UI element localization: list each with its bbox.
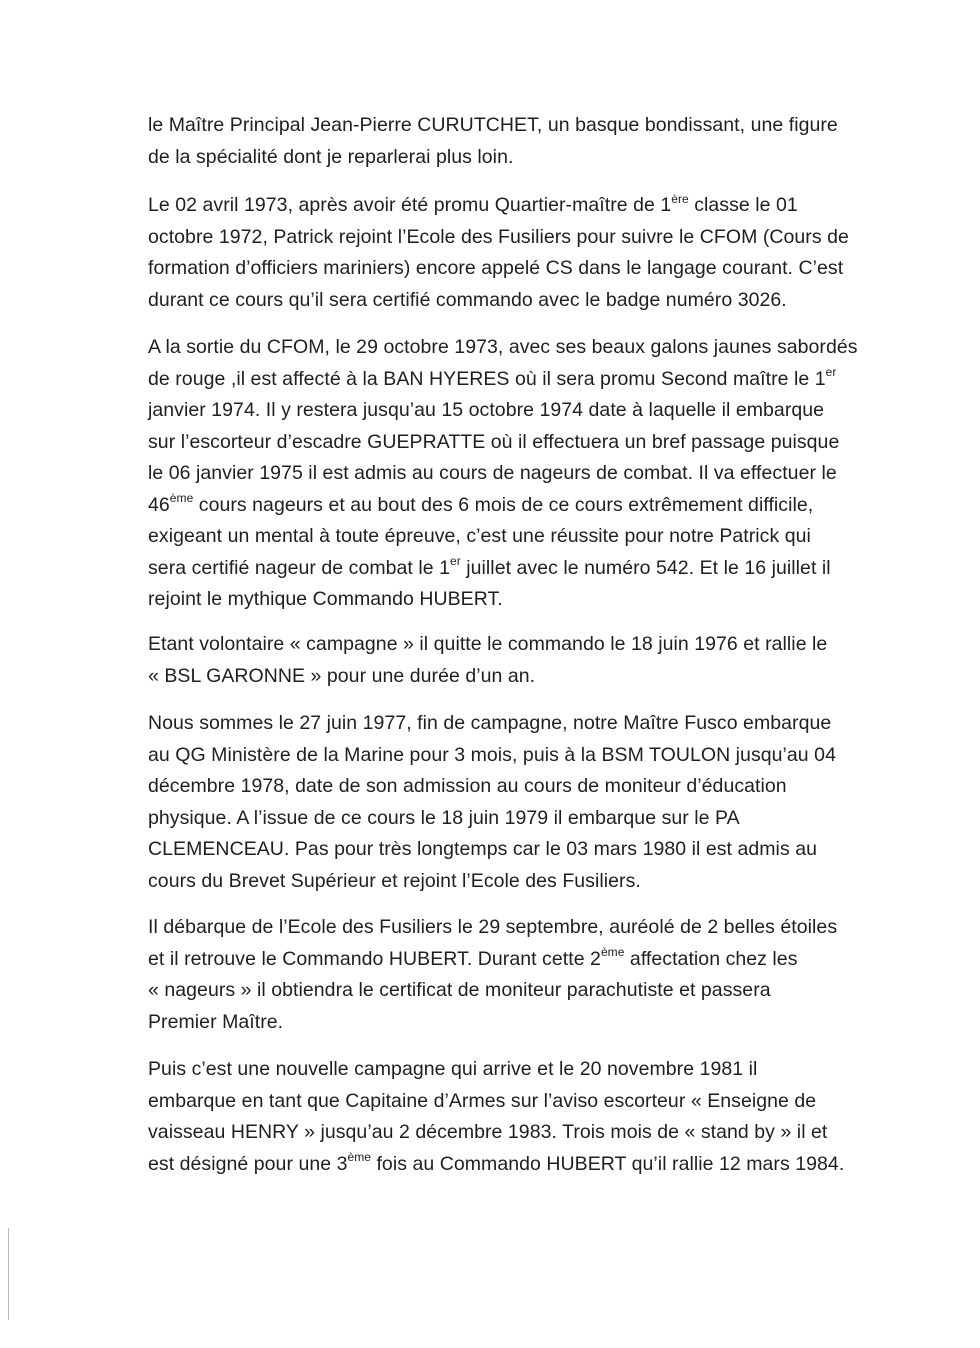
text-line — [148, 803, 878, 835]
text-run: « BSL GARONNE » pour une durée d’un an. — [148, 664, 536, 687]
paragraph-7 — [148, 1054, 878, 1180]
text-run: Etant volontaire « campagne » il quitte le commando le 18 juin 1976 et rallie le — [148, 633, 828, 655]
text-run: physique. A l’issue de ce cours le 18 juin 1979 il embarque sur le PA — [148, 806, 740, 829]
text-run: affectation chez les — [624, 947, 798, 970]
text-run: de la spécialité dont je reparlerai plus loin. — [148, 145, 514, 168]
text-line — [148, 771, 878, 803]
text-run: le Maître Principal Jean-Pierre CURUTCHET, un basque bondissant, une figure — [148, 114, 838, 136]
text-run: le 06 janvier 1975 il est admis au cours de nageurs de combat. Il va effectuer le — [148, 462, 837, 484]
text-line — [148, 708, 878, 740]
paragraph-5 — [148, 708, 878, 897]
text-run: Premier Maître. — [148, 1010, 284, 1033]
paragraph-6 — [148, 912, 878, 1038]
paragraph-1 — [148, 110, 878, 173]
text-line — [148, 553, 878, 585]
text-run: A la sortie du CFOM, le 29 octobre 1973, avec ses beaux galons jaunes sabordés — [148, 336, 858, 358]
superscript: er — [450, 554, 461, 568]
text-run: exigeant un mental à toute épreuve, c’est une réussite pour notre Patrick qui — [148, 525, 811, 547]
paragraph-4 — [148, 629, 878, 692]
text-run: CLEMENCEAU. Pas pour très longtemps car le 03 mars 1980 il est admis au — [148, 838, 817, 860]
text-run: Nous sommes le 27 juin 1977, fin de campagne, notre Maître Fusco embarque — [148, 712, 832, 734]
text-line — [148, 1007, 878, 1039]
text-run: au QG Ministère de la Marine pour 3 mois, puis à la BSM TOULON jusqu’au 04 — [148, 743, 836, 766]
text-line — [148, 490, 878, 522]
text-run: décembre 1978, date de son admission au cours de moniteur d’éducation — [148, 775, 787, 797]
text-line — [148, 1149, 878, 1181]
superscript: ème — [600, 945, 625, 959]
text-run: Le 02 avril 1973, après avoir été promu Quartier-maître de 1 — [148, 194, 672, 216]
text-run: cours nageurs et au bout des 6 mois de ce cours extrêmement difficile, — [193, 493, 814, 516]
text-line — [148, 458, 878, 490]
text-line — [148, 142, 878, 174]
text-run: janvier 1974. Il y restera jusqu’au 15 octobre 1974 date à laquelle il embarque — [148, 399, 825, 421]
text-run: juillet avec le numéro 542. Et le 16 juillet il — [460, 556, 831, 579]
text-run: Puis c’est une nouvelle campagne qui arrive et le 20 novembre 1981 il — [148, 1058, 758, 1080]
text-run: fois au Commando HUBERT qu’il rallie 12 mars 1984. — [371, 1152, 845, 1175]
text-run: de rouge ,il est affecté à la BAN HYERES où il sera promu Second maître le 1 — [148, 367, 826, 390]
superscript: er — [825, 365, 837, 379]
text-run: Il débarque de l’Ecole des Fusiliers le 29 septembre, auréolé de 2 belles étoiles — [148, 916, 838, 938]
scan-edge-mark — [8, 1228, 9, 1320]
text-run: classe le 01 — [688, 194, 798, 216]
paragraph-2 — [148, 190, 878, 316]
text-run: octobre 1972, Patrick rejoint l’Ecole des Fusiliers pour suivre le CFOM (Cours de — [148, 225, 849, 248]
text-line — [148, 521, 878, 553]
text-line — [148, 629, 878, 661]
text-line — [148, 190, 878, 222]
text-line — [148, 110, 878, 142]
text-run: est désigné pour une 3 — [148, 1152, 348, 1175]
text-line — [148, 975, 878, 1007]
text-line — [148, 740, 878, 772]
text-line — [148, 584, 878, 616]
text-line — [148, 1086, 878, 1118]
text-line — [148, 1054, 878, 1086]
text-run: et il retrouve le Commando HUBERT. Durant cette 2 — [148, 947, 601, 970]
text-line — [148, 912, 878, 944]
superscript: ème — [347, 1150, 371, 1164]
text-line — [148, 834, 878, 866]
text-run: rejoint le mythique Commando HUBERT. — [148, 588, 503, 610]
paragraph-3 — [148, 332, 878, 616]
text-run: « nageurs » il obtiendra le certificat de moniteur parachutiste et passera — [148, 979, 771, 1001]
text-line — [148, 866, 878, 898]
text-line — [148, 661, 878, 693]
text-run: vaisseau HENRY » jusqu’au 2 décembre 1983. Trois mois de « stand by » il et — [148, 1121, 828, 1143]
text-line — [148, 395, 878, 427]
text-run: durant ce cours qu’il sera certifié commando avec le badge numéro 3026. — [148, 288, 787, 311]
text-run: cours du Brevet Supérieur et rejoint l’Ecole des Fusiliers. — [148, 869, 641, 892]
text-line — [148, 364, 878, 396]
text-line — [148, 332, 878, 364]
text-run: sera certifié nageur de combat le 1 — [148, 556, 451, 579]
text-run: formation d’officiers mariniers) encore appelé CS dans le langage courant. C’est — [148, 257, 844, 279]
superscript: ème — [169, 491, 194, 505]
text-line — [148, 253, 878, 285]
text-line — [148, 427, 878, 459]
text-line — [148, 285, 878, 317]
text-run: 46 — [148, 493, 170, 516]
text-run: sur l’escorteur d’escadre GUEPRATTE où il effectuera un bref passage puisque — [148, 430, 840, 453]
superscript: ère — [671, 191, 689, 206]
text-line — [148, 944, 878, 976]
text-run: embarque en tant que Capitaine d’Armes sur l’aviso escorteur « Enseigne de — [148, 1089, 817, 1112]
text-line — [148, 1117, 878, 1149]
text-line — [148, 222, 878, 254]
